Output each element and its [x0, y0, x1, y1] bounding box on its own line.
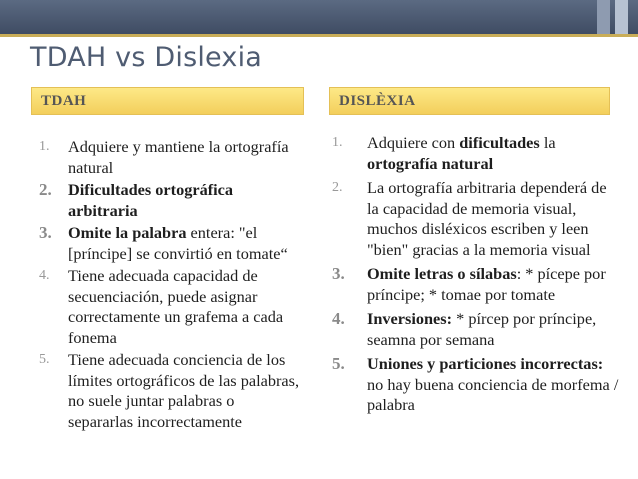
item-text: entera: "el [príncipe] se convirtió en tomate“ — [68, 223, 288, 263]
list-number: 2. — [332, 180, 343, 195]
list-item — [330, 178, 620, 260]
item-bold-text: Omite la palabra — [68, 223, 187, 242]
top-banner — [0, 0, 638, 34]
banner-gold-rule — [0, 34, 638, 37]
list-number: 5. — [39, 352, 50, 367]
list-number: 3. — [332, 264, 345, 283]
list-item — [30, 180, 300, 221]
banner-accent-block — [615, 0, 628, 34]
column-header-dislexia: DISLÈXIA — [329, 87, 610, 115]
list-item — [30, 350, 300, 432]
item-text: La ortografía arbitraria dependerá de la capacidad de memoria visual, muchos disléxicos escriben y leen "bien" gracias a la memoria visual — [367, 178, 607, 259]
list-item — [30, 223, 300, 264]
list-number: 4. — [39, 268, 50, 283]
list-item — [330, 354, 620, 416]
item-text: la — [539, 133, 556, 152]
list-item — [30, 137, 300, 178]
item-bold-text: dificultades — [459, 133, 540, 152]
list-item — [330, 133, 620, 174]
list-item — [30, 266, 300, 348]
list-number: 1. — [39, 139, 50, 154]
tdah-list — [30, 137, 300, 432]
list-item — [330, 309, 620, 350]
item-text: Adquiere con — [367, 133, 460, 152]
item-bold-text: Dificultades ortográfica arbitraria — [68, 180, 234, 220]
slide-title: TDAH vs Dislexia — [30, 42, 263, 73]
item-text: Tiene adecuada conciencia de los límites ortográficos de las palabras, no suele juntar palabras o separarlas incorrectamente — [68, 350, 300, 431]
item-bold-text: Omite letras o sílabas — [367, 264, 517, 283]
item-bold-text: Uniones y particiones incorrectas: — [367, 354, 604, 373]
item-text: Tiene adecuada capacidad de secuenciación, puede asignar correctamente un grafema a cada fonema — [68, 266, 284, 347]
item-bold-text: ortografía natural — [367, 153, 494, 173]
item-text: no hay buena conciencia de morfema / palabra — [367, 374, 619, 414]
list-number: 4. — [332, 309, 345, 328]
item-text: : * pícepe por príncipe; * tomae por tomate — [367, 264, 606, 304]
banner-accent-block — [597, 0, 610, 34]
item-text: * pírcep por príncipe, seamna por semana — [367, 309, 597, 349]
list-item — [330, 264, 620, 305]
dislexia-list — [330, 133, 620, 416]
list-number: 1. — [332, 135, 343, 150]
column-header-tdah: TDAH — [31, 87, 304, 115]
item-bold-text: Inversiones: — [367, 309, 453, 328]
list-number: 3. — [39, 223, 52, 242]
item-text: Adquiere y mantiene la ortografía natural — [68, 137, 289, 177]
list-number: 5. — [332, 354, 345, 373]
list-number: 2. — [39, 180, 52, 199]
